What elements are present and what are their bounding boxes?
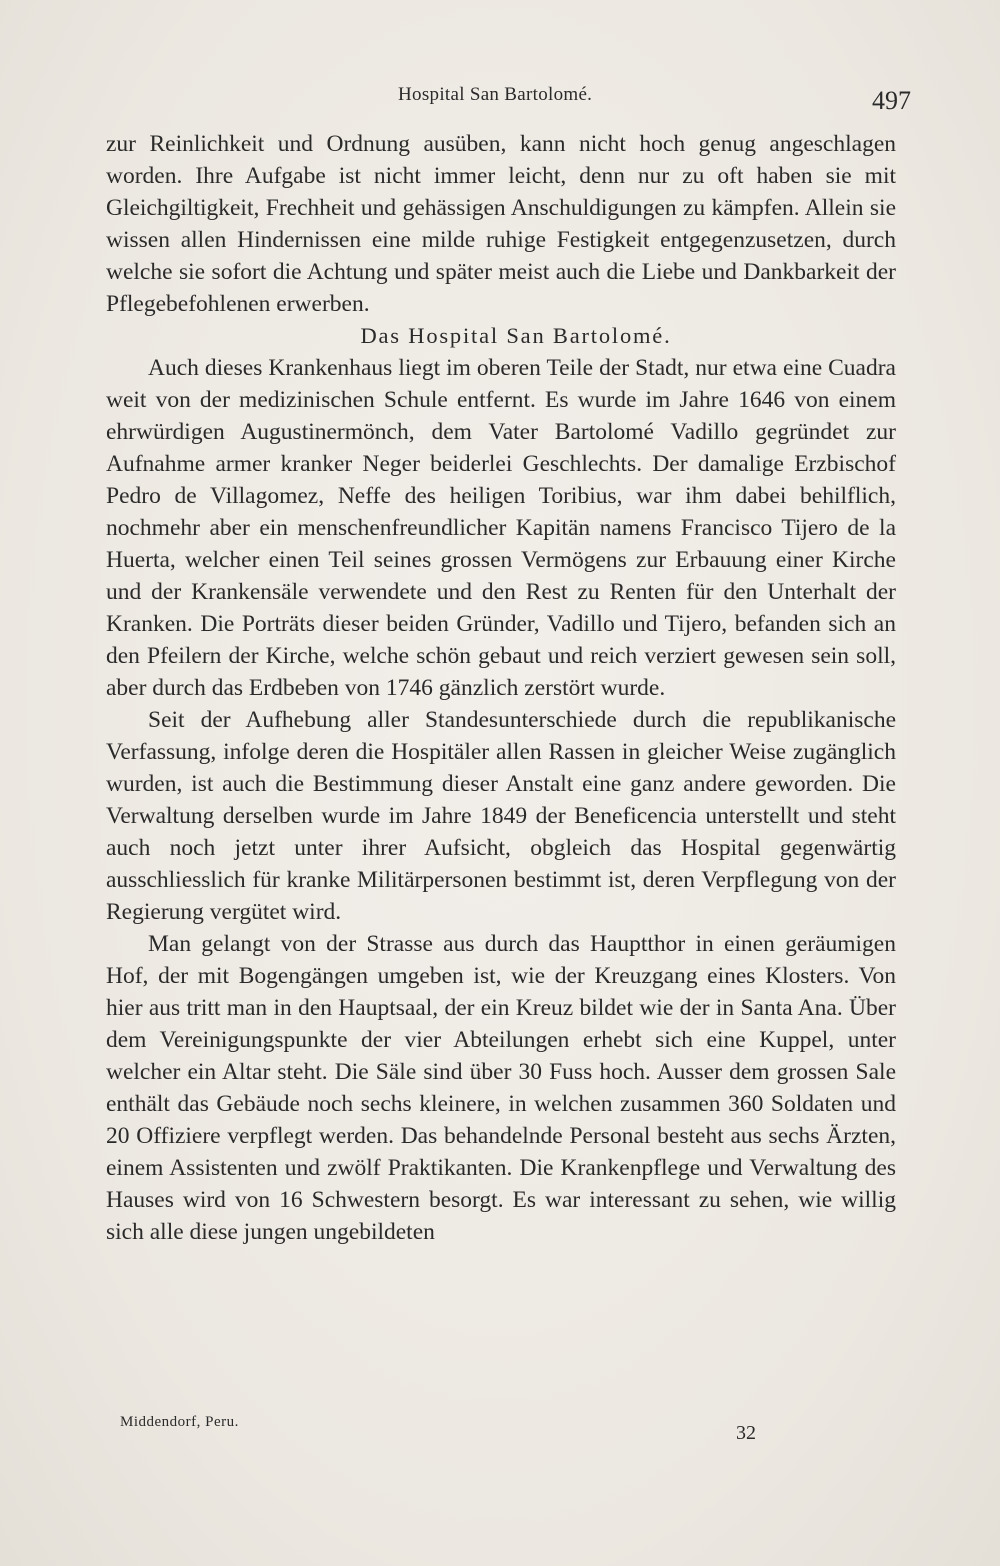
signature-mark: 32	[736, 1422, 756, 1444]
running-head: Hospital San Bartolomé.	[398, 84, 593, 105]
paragraph-continuation: zur Reinlichkeit und Ordnung ausüben, kann nicht hoch genug angeschlagen worden. Ihre Aufgabe ist nicht immer leicht, denn nur zu oft haben sie mit Gleichgiltigkeit, Frechheit und gehässigen Anschuldigungen zu kämpfen. Allein sie wissen allen Hindernissen eine milde ruhige Festigkeit entgegenzusetzen, durch welche sie sofort die Achtung und später meist auch die Liebe und Dankbarkeit der Pflegebefohlenen erwerben.	[106, 131, 896, 317]
page-number: 497	[872, 86, 911, 115]
paragraph: Auch dieses Krankenhaus liegt im oberen Teile der Stadt, nur etwa eine Cuadra weit von der medizinischen Schule entfernt. Es wurde im Jahre 1646 von einem ehrwürdigen Augustinermönch, dem Vater Bartolomé Vadillo gegründet zur Aufnahme armer kranker Neger beiderlei Geschlechts. Der damalige Erzbischof Pedro de Villagomez, Neffe des heiligen Toribius, war ihm dabei behilflich, nochmehr aber ein menschenfreundlicher Kapitän namens Francisco Tijero de la Huerta, welcher einen Teil seines grossen Vermögens zur Erbauung einer Kirche und der Krankensäle verwendete und den Rest zu Renten für den Unterhalt der Kranken. Die Porträts dieser beiden Gründer, Vadillo und Tijero, befanden sich an den Pfeilern der Kirche, welche schön gebaut und reich verziert gewesen sein soll, aber durch das Erdbeben von 1746 gänzlich zerstört wurde.	[106, 355, 896, 701]
body-text	[106, 128, 896, 1248]
paragraph: Seit der Aufhebung aller Standesunterschiede durch die republikanische Verfassung, infolge deren die Hospitäler allen Rassen in gleicher Weise zugänglich wurden, ist auch die Bestimmung dieser Anstalt eine ganz andere geworden. Die Verwaltung derselben wurde im Jahre 1849 der Beneficencia unterstellt und steht auch noch jetzt unter ihrer Aufsicht, obgleich das Hospital gegenwärtig ausschliesslich für kranke Militärpersonen bestimmt ist, deren Verpflegung von der Regierung vergütet wird.	[106, 707, 896, 925]
section-heading: Das Hospital San Bartolomé.	[360, 323, 672, 348]
footer-author-line: Middendorf, Peru.	[120, 1414, 239, 1430]
paragraph: Man gelangt von der Strasse aus durch das Hauptthor in einen geräumigen Hof, der mit Bogengängen umgeben ist, wie der Kreuzgang eines Klosters. Von hier aus tritt man in den Hauptsaal, der ein Kreuz bildet wie der in Santa Ana. Über dem Vereinigungspunkte der vier Abteilungen erhebt sich eine Kuppel, unter welcher ein Altar steht. Die Säle sind über 30 Fuss hoch. Ausser dem grossen Sale enthält das Gebäude noch sechs kleinere, in welchen zusammen 360 Soldaten und 20 Offiziere verpflegt werden. Das behandelnde Personal besteht aus sechs Ärzten, einem Assistenten und zwölf Praktikanten. Die Krankenpflege und Verwaltung des Hauses wird von 16 Schwestern besorgt. Es war interessant zu sehen, wie willig sich alle diese jungen ungebildeten	[106, 931, 896, 1245]
